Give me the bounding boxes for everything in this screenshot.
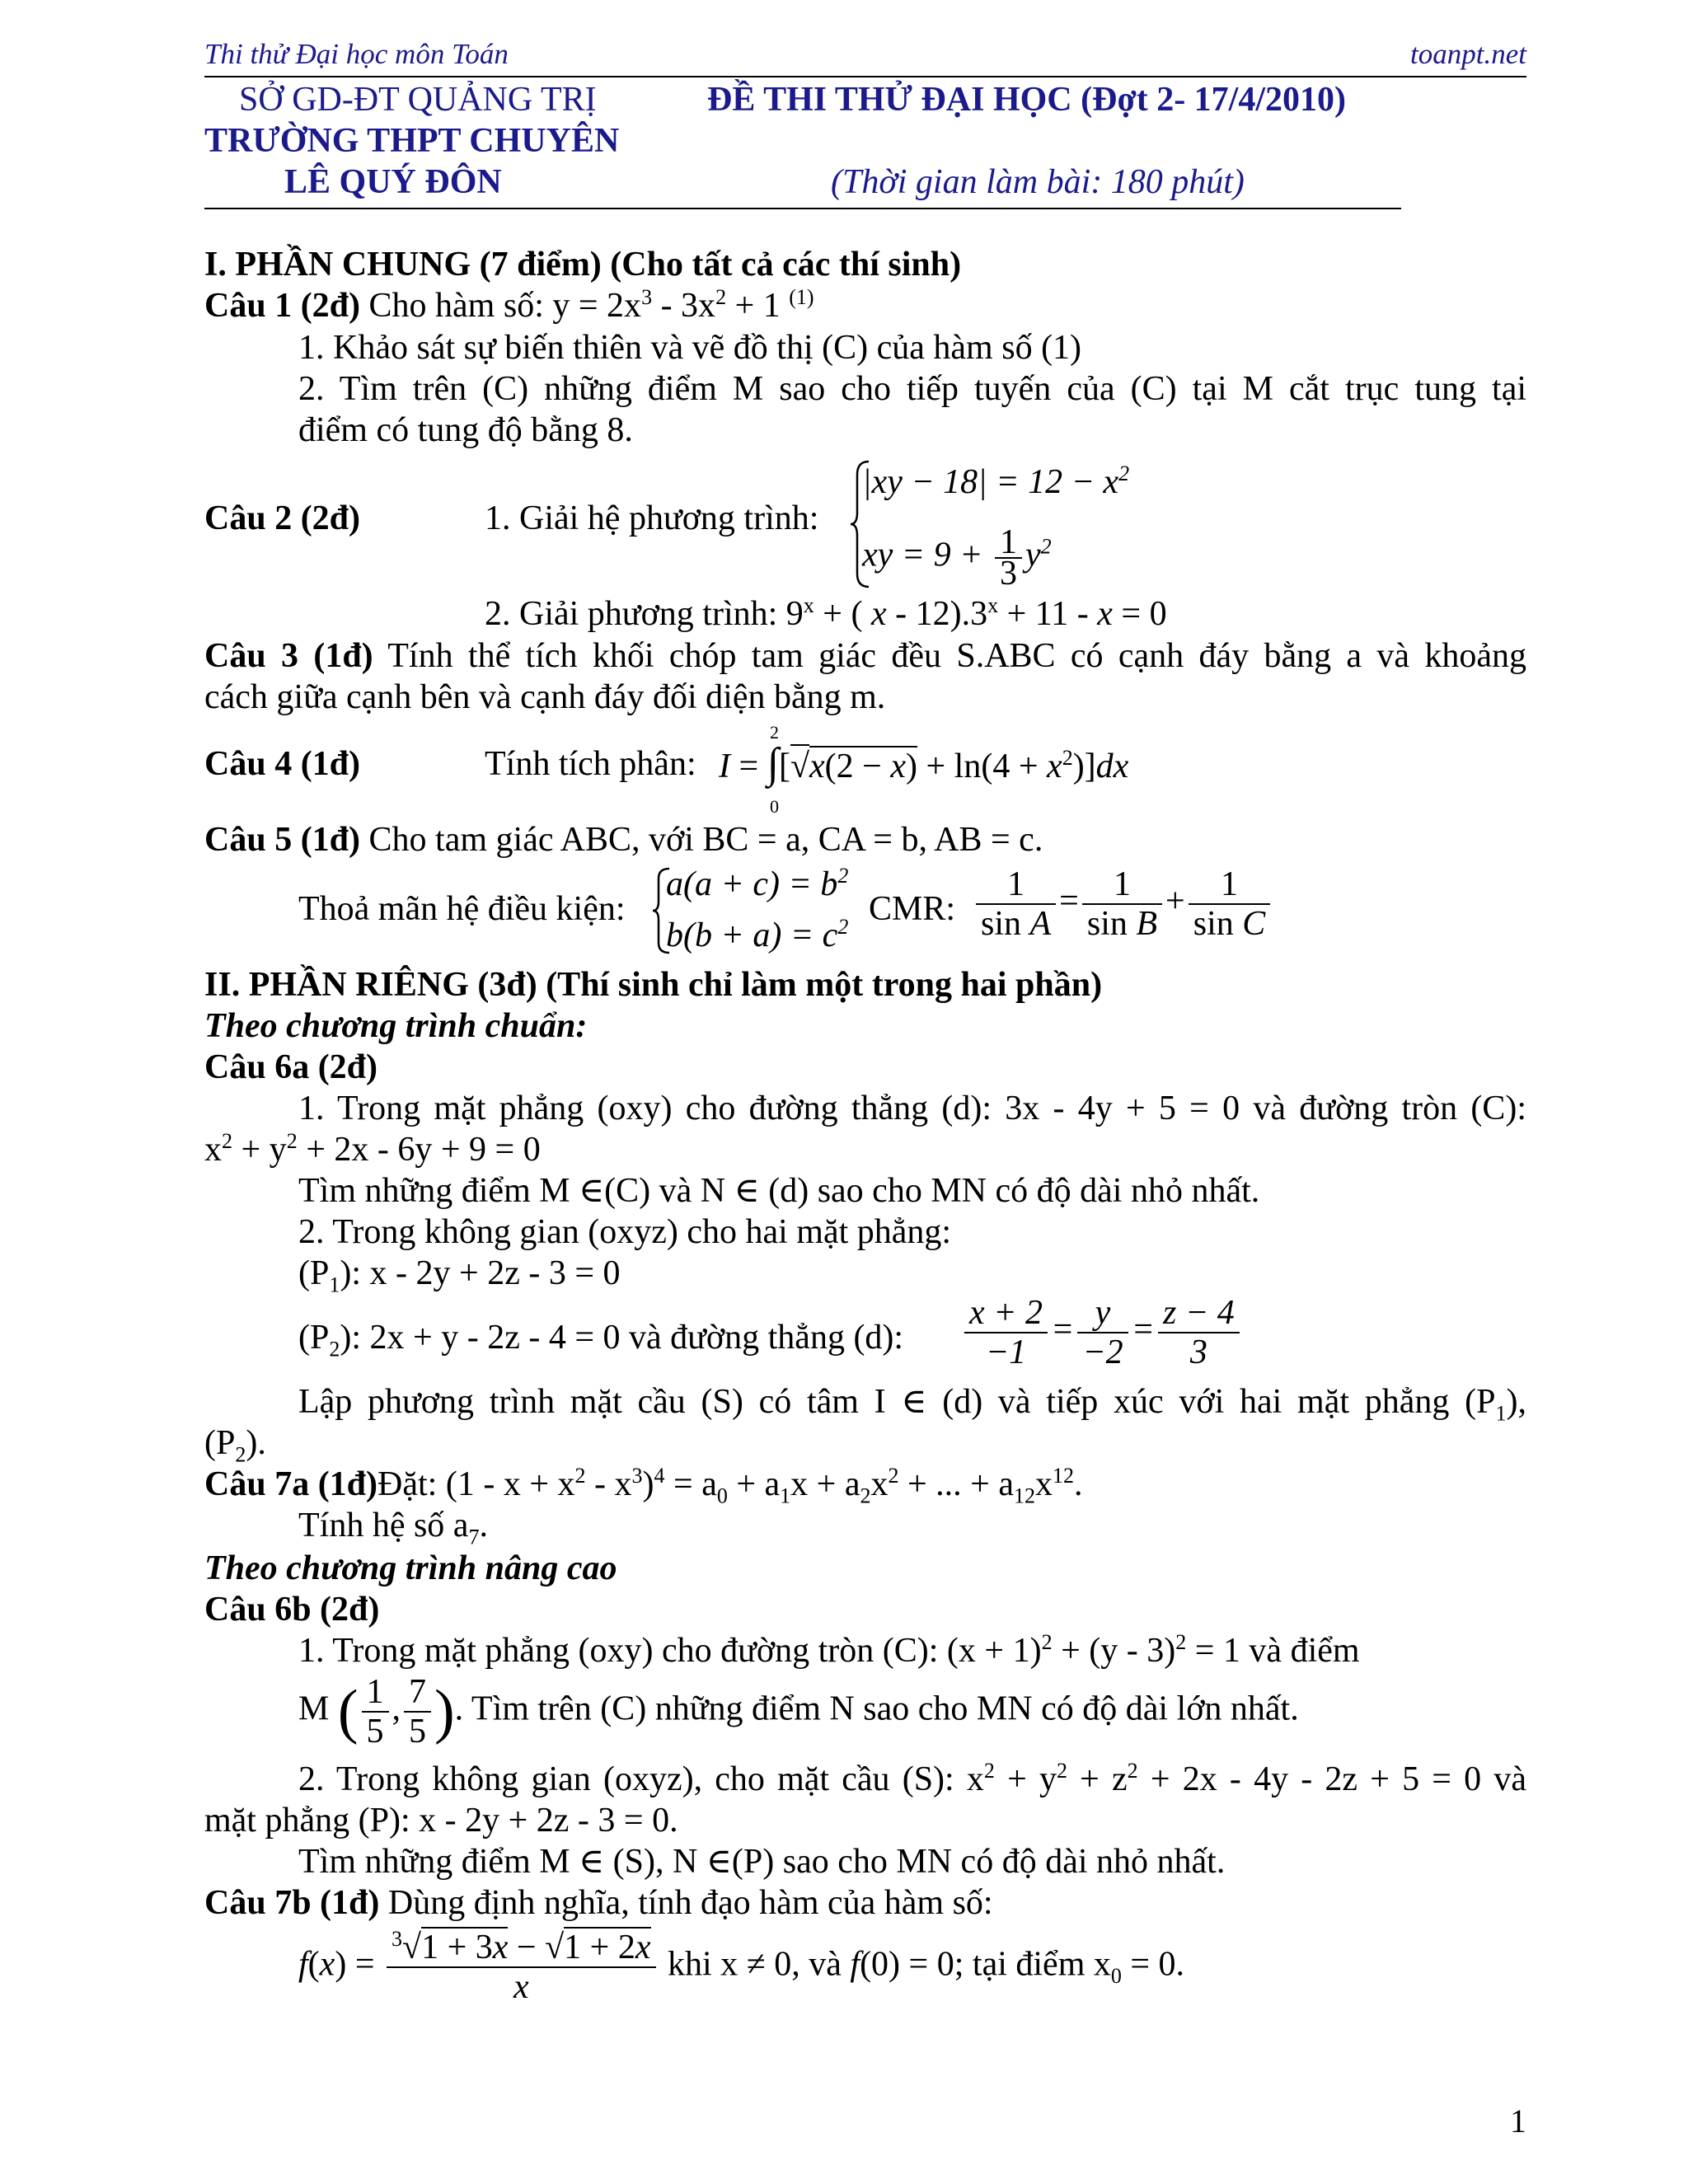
q6b-part1-text: 1. Trong mặt phẳng (oxy) cho đường tròn (C): (x + 1) [298,1632,1042,1670]
q6a-part1-line1: 1. Trong mặt phẳng (oxy) cho đường thẳng (d): 3x - 4y + 5 = 0 và đường tròn (C): [298,1090,1526,1127]
running-header-left: Thi thử Đại học môn Toán [204,38,509,70]
question-1: Câu 1 (2đ) Cho hàm số: $y = 2x^3 - 3x^2 + 1$ $^{(1)}$ [204,285,814,325]
q2-equation-2: xy = 9 + $\frac{1}{3}$ $y^2$ [862,523,1052,593]
q4-text: Tính tích phân: [485,745,696,783]
q6b-label: Câu 6b (2đ) [204,1591,380,1629]
q6b-part1-line1: 1. Trong mặt phẳng (oxy) cho đường tròn (C): $(x + 1)^2 + (y - 3)^2 = 1$ và điểm [298,1630,1360,1670]
header-rule [204,76,1526,77]
q6a-part2: 2. Trong không gian (oxyz) cho hai mặt phẳng: [298,1213,952,1251]
q6a-plane-2-eq: : 2x + y - 2z - 4 = 0 và đường thẳng (d): [351,1319,904,1357]
exam-time: (Thời gian làm bài: 180 phút) [831,163,1245,201]
q6b-part1-line2: M ( $\frac{1}{5}$ , $\frac{7}{5}$ ). Tìm trên (C) những điểm N sao cho MN có độ dài lớn nhất. [298,1673,1299,1750]
advanced-program-heading: Theo chương trình nâng cao [204,1549,617,1587]
q7b-label: Câu 7b (1đ) [204,1884,380,1922]
q6a-part1-line2: $x^2 + y^2 + 2x - 6y + 9 = 0$ [204,1129,541,1169]
q2-label: Câu 2 (2đ) [204,499,361,537]
q3-text-line2: cách giữa cạnh bên và cạnh đáy đối diện bằng m. [204,678,886,716]
q5-equation-1: $a(a + c) = b^2$ [666,864,849,903]
q7a-label: Câu 7a (1đ) [204,1465,378,1503]
school-name-line1: TRƯỜNG THPT CHUYÊN [204,122,620,160]
q6a-plane-1-eq: : x - 2y + 2z - 3 = 0 [351,1254,621,1292]
q5-condition-text: Thoả mãn hệ điều kiện: [298,890,626,928]
page-number: 1 [1510,2102,1526,2139]
q3-text-line1: Tính thể tích khối chóp tam giác đều S.ABC có cạnh đáy bằng a và khoảng [387,637,1526,675]
q5-text: Cho tam giác ABC, với BC = a, CA = b, AB = c. [368,821,1043,859]
q3-label: Câu 3 (1đ) [204,637,373,675]
q6a-part1-line3: Tìm những điểm M ∈(C) và N ∈ (d) sao cho MN có độ dài nhỏ nhất. [298,1172,1260,1210]
q6a-plane-2: $(P_2)$: 2x + y - 2z - 4 = 0 và đường thẳng (d): [298,1319,904,1361]
q6b-part2-text: 2. Trong không gian (oxyz), cho mặt cầu (S): x [298,1760,984,1798]
question-7a: Câu 7a (1đ)Đặt: $(1 - x + x^2 - x^3)^4 = a_0 + a_1x + a_2x^2$ + ... + $a_{12}x^{12}$. [204,1464,1083,1508]
part2-heading: II. PHẦN RIÊNG (3đ) (Thí sinh chỉ làm một trong hai phần) [204,966,1103,1004]
q7b-text: Dùng định nghĩa, tính đạo hàm của hàm số: [387,1884,993,1922]
q7a-ask: Tính hệ số $a_7$. [298,1507,488,1549]
q5-label: Câu 5 (1đ) [204,821,361,859]
q6a-plane-1: $(P_1)$: x - 2y + 2z - 3 = 0 [298,1254,621,1297]
school-name-line2: LÊ QUÝ ĐÔN [284,163,502,201]
q7a-ask-text: Tính hệ số a [298,1507,469,1544]
q6a-line-equation: $\frac{x + 2}{-1}$ = $\frac{y}{-2}$ = $\frac{z - 4}{3}$ [961,1294,1243,1371]
part1-heading: I. PHẦN CHUNG (7 điểm) (Cho tất cả các thí sinh) [204,246,962,284]
q4-lower-limit: 0 [770,796,779,817]
q6b-part2-line3: Tìm những điểm M ∈ (S), N ∈(P) sao cho MN có độ dài nhỏ nhất. [298,1843,1226,1881]
title-rule [204,208,1401,209]
exam-title: ĐỀ THI THỬ ĐẠI HỌC (Đợt 2- 17/4/2010) [707,81,1347,119]
q5-equation-2: $b(b + a) = c^2$ [666,915,849,954]
q6b-part2-line2: mặt phẳng (P): x - 2y + 2z - 3 = 0. [204,1802,678,1840]
q4-upper-limit: 2 [770,722,779,743]
question-3 [204,635,1526,677]
q6b-part1-ask: . Tìm trên (C) những điểm N sao cho MN có độ dài lớn nhất. [454,1690,1299,1728]
q1-part2-line1: 2. Tìm trên (C) những điểm M sao cho tiếp tuyến của (C) tại M cắt trục tung tại [298,370,1526,408]
q7b-function: f(x) = $\frac{^3√1 + 3x - √1 + 2x}{x}$ khi x ≠ 0, và f(0) = 0; tại điểm $x_0 = 0$. [298,1927,1185,2006]
q2-equation-1: $|xy - 18| = 12 - x^2$ [862,462,1130,501]
q7b-condition: khi x ≠ 0, và [668,1945,842,1984]
q2-part1: 1. Giải hệ phương trình: [485,499,819,537]
q6a-label: Câu 6a (2đ) [204,1048,378,1086]
q4-integral: $I = \int[√x(2 - x) + \ln(4 + x^2)]dx$ [719,740,1129,787]
question-5 [204,819,1043,860]
question-7b [204,1882,993,1924]
q1-part1: 1. Khảo sát sự biến thiên và vẽ đồ thị (C) của hàm số (1) [298,329,1082,367]
q6b-part2-line1: 2. Trong không gian (oxyz), cho mặt cầu (S): $x^2 + y^2 + z^2 + 2x - 4y - 2z + 5 = 0$ và [298,1759,1526,1798]
q2-part2: 2. Giải phương trình: $9^x$ + ( $x - 12).3^x + 11 - x = 0$ [485,593,1167,633]
q4-label: Câu 4 (1đ) [204,745,361,783]
q1-text: Cho hàm số: y = 2x [368,287,642,325]
q5-cmr: CMR: [869,890,956,928]
standard-program-heading: Theo chương trình chuẩn: [204,1007,588,1045]
q2-part2-text: 2. Giải phương trình: 9 [485,595,804,633]
running-header-right: toanpt.net [1410,38,1526,70]
q1-label: Câu 1 (2đ) [204,287,361,325]
q7b-point-text: ; tại điểm x [954,1945,1111,1984]
q5-identity: $\frac{1}{\text{sin A}}$ = $\frac{1}{\text{sin B}}$ + $\frac{1}{\text{sin C}}$ [973,865,1273,943]
school-department: SỞ GD-ĐT QUẢNG TRỊ [239,81,597,119]
q6a-ask-line1: Lập phương trình mặt cầu (S) có tâm I ∈ (d) và tiếp xúc với hai mặt phẳng $(P_1)$, [298,1383,1526,1426]
q1-part2-line2: điểm có tung độ bằng 8. [298,411,633,449]
q6a-ask-line2: $(P_2)$. [204,1424,266,1467]
q6a-ask-text: Lập phương trình mặt cầu (S) có tâm I ∈ (d) và tiếp xúc với hai mặt phẳng (P [298,1383,1496,1421]
